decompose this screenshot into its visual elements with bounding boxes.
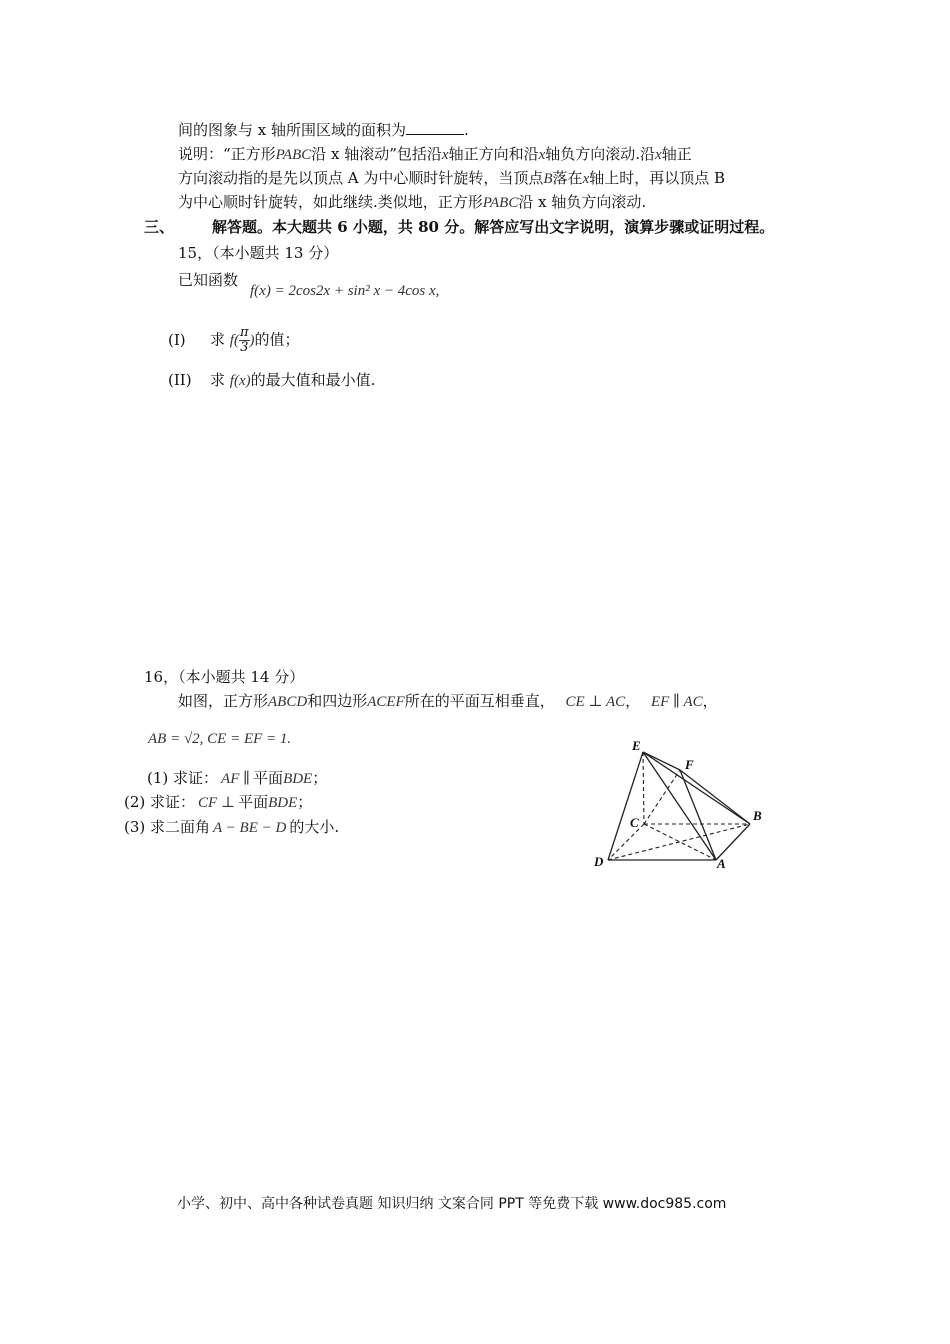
math-acef: ACEF bbox=[367, 694, 405, 710]
label-a: A bbox=[717, 856, 726, 871]
note-text: 轴负方向滚动.沿 bbox=[545, 145, 656, 163]
q16-text: 如图，正方形 bbox=[178, 692, 269, 710]
math-fx: f(x) bbox=[229, 373, 251, 389]
math-dihedral: A − BE − D bbox=[213, 820, 287, 836]
fraction-denominator: 3 bbox=[240, 340, 249, 355]
note-text: 沿 x 轴负方向滚动. bbox=[518, 193, 647, 211]
note-line-3 bbox=[178, 191, 646, 212]
math-x: x bbox=[582, 171, 590, 187]
q16-text: ， bbox=[625, 692, 641, 710]
q16-line1 bbox=[178, 690, 718, 711]
q15-given: 已知函数 bbox=[178, 271, 239, 289]
part-text: 的最大值和最小值. bbox=[250, 371, 376, 389]
q16-text: 和四边形 bbox=[307, 692, 368, 710]
part-text: (1) 求证： bbox=[147, 769, 219, 787]
note-text: 轴上时，再以顶点 B bbox=[589, 169, 726, 187]
math-x: x bbox=[441, 147, 449, 163]
math-pabc: PABC bbox=[482, 195, 519, 211]
q15-part2 bbox=[168, 369, 375, 390]
geometry-figure bbox=[588, 732, 778, 892]
note-text: 说明：“正方形 bbox=[178, 145, 276, 163]
section-number: 三、 bbox=[144, 218, 175, 236]
edge-eb bbox=[643, 752, 750, 824]
part-text: 平面 bbox=[253, 769, 284, 787]
part-number: (II) bbox=[168, 371, 192, 389]
math-pabc: PABC bbox=[275, 147, 312, 163]
part-text: 平面 bbox=[238, 793, 269, 811]
q16-part3 bbox=[124, 816, 339, 837]
part-number: (I) bbox=[168, 330, 186, 349]
label-d: D bbox=[594, 854, 604, 869]
edge-ea bbox=[643, 752, 716, 860]
math-close: ) bbox=[249, 332, 255, 349]
part-text: 求 bbox=[210, 371, 226, 389]
note-line-2 bbox=[178, 167, 725, 188]
edge-ca-hidden bbox=[644, 824, 716, 860]
page-footer: 小学、初中、高中各种试卷真题 知识归纳 文案合同 PPT 等免费下载 www.doc985.com bbox=[177, 1196, 727, 1212]
edge-ed bbox=[608, 752, 643, 860]
math-f: f( bbox=[229, 332, 239, 349]
math-cf-perp: CF ⊥ bbox=[198, 795, 236, 811]
math-x: x bbox=[655, 147, 662, 163]
label-b: B bbox=[753, 808, 762, 823]
part-text: 的大小. bbox=[289, 818, 340, 836]
q15-part1 bbox=[168, 326, 300, 355]
q15-function: f(x) = 2cos2x + sin² x − 4cos x, bbox=[250, 283, 440, 299]
math-ce-perp-ac: CE ⊥ AC bbox=[565, 694, 626, 710]
math-abcd: ABCD bbox=[268, 694, 308, 710]
fraction-pi-over-3 bbox=[239, 326, 250, 355]
part-text: ； bbox=[297, 793, 313, 811]
math-bde: BDE bbox=[283, 771, 313, 787]
q15-header: 15，（本小题共 13 分） bbox=[178, 244, 339, 262]
intro-line-1 bbox=[178, 119, 469, 140]
part-text: (3) 求二面角 bbox=[124, 818, 211, 836]
q16-text: ， bbox=[702, 692, 718, 710]
q16-text: 所在的平面互相垂直， bbox=[404, 692, 555, 710]
note-text: 为中心顺时针旋转，如此继续.类似地，正方形 bbox=[178, 193, 483, 211]
part-text: ； bbox=[312, 769, 328, 787]
math-ef-parallel-ac: EF ∥ AC bbox=[650, 694, 703, 710]
math-x: x bbox=[538, 147, 546, 163]
math-b: B bbox=[543, 171, 553, 187]
part-text: 求 bbox=[210, 330, 226, 349]
q16-header: 16，（本小题共 14 分） bbox=[144, 668, 305, 686]
note-text: 方向滚动指的是先以顶点 A 为中心顺时针旋转，当顶点 bbox=[178, 169, 544, 187]
note-line-1 bbox=[178, 143, 692, 164]
note-text: 沿 x 轴滚动”包括沿 bbox=[311, 145, 442, 163]
fraction-numerator: π bbox=[239, 325, 249, 340]
edge-cf-hidden bbox=[644, 770, 680, 824]
note-text: 轴正 bbox=[661, 145, 692, 163]
intro-period: . bbox=[464, 121, 469, 139]
math-af-parallel: AF ∥ bbox=[221, 771, 251, 787]
q16-part1 bbox=[147, 767, 327, 788]
label-f: F bbox=[685, 757, 694, 772]
part-text: 的值； bbox=[254, 330, 300, 349]
part-text: (2) 求证： bbox=[124, 793, 196, 811]
edge-ab bbox=[716, 824, 750, 860]
q16-part2 bbox=[124, 791, 312, 812]
answer-blank[interactable] bbox=[406, 120, 464, 135]
intro-text: 间的图象与 x 轴所围区域的面积为 bbox=[178, 121, 406, 139]
label-c: C bbox=[630, 815, 639, 830]
q16-line2: AB = √2, CE = EF = 1. bbox=[148, 731, 292, 747]
math-bde: BDE bbox=[268, 795, 298, 811]
note-text: 落在 bbox=[552, 169, 583, 187]
edge-ec-hidden bbox=[643, 752, 644, 824]
section-heading: 解答题。本大题共 6 小题，共 80 分。解答应写出文字说明，演算步骤或证明过程。 bbox=[212, 218, 775, 236]
label-e: E bbox=[632, 738, 641, 753]
note-text: 轴正方向和沿 bbox=[448, 145, 539, 163]
